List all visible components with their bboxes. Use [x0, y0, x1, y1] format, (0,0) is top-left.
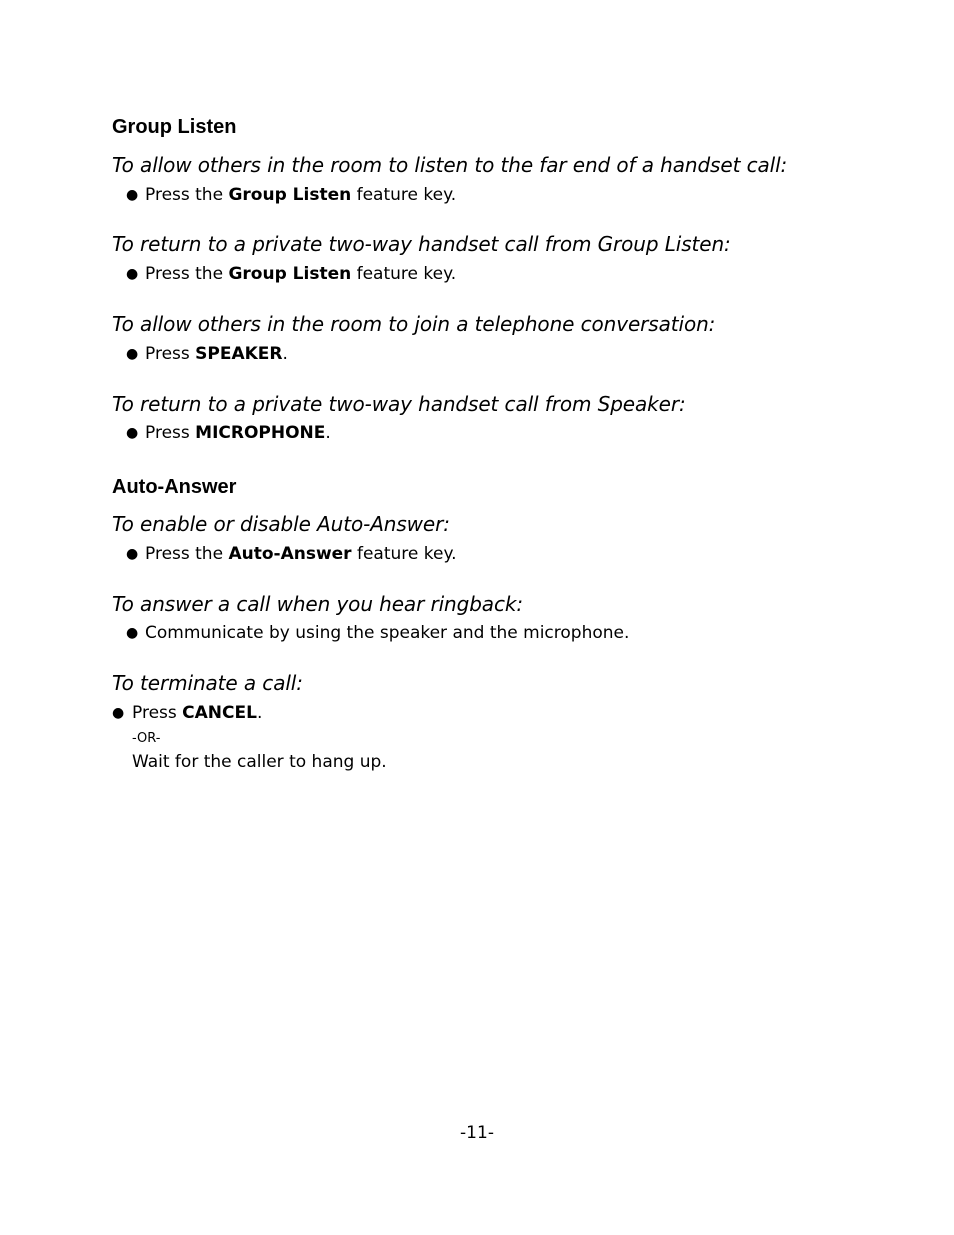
step-text-post: . — [282, 344, 288, 364]
key-name: MICROPHONE — [195, 423, 326, 443]
key-name: CANCEL — [182, 703, 257, 723]
step-text-pre: Press — [132, 703, 183, 723]
list-item — [126, 264, 456, 284]
alternative-step: Wait for the caller to hang up. — [132, 752, 387, 772]
list-item — [126, 423, 331, 443]
bullet-icon: ● — [126, 625, 139, 641]
instruction-intro: To answer a call when you hear ringback: — [112, 592, 523, 616]
list-item — [126, 185, 456, 205]
instruction-intro: To allow others in the room to join a telephone conversation: — [112, 312, 716, 336]
list-item — [126, 344, 288, 364]
instruction-intro: To return to a private two-way handset call from Group Listen: — [112, 232, 731, 256]
step-text-pre: Press the — [145, 185, 229, 205]
bullet-icon: ● — [126, 266, 139, 282]
step-text-pre: Press — [145, 423, 196, 443]
step-text-pre: Press the — [145, 264, 229, 284]
list-item — [126, 623, 629, 643]
bullet-icon: ● — [126, 546, 139, 562]
section-heading-auto-answer: Auto-Answer — [112, 476, 237, 498]
step-text-post: feature key. — [351, 544, 457, 564]
list-item — [126, 544, 457, 564]
bullet-icon: ● — [112, 705, 125, 721]
key-name: SPEAKER — [195, 344, 283, 364]
step-text-pre: Press — [145, 344, 196, 364]
section-heading-group-listen: Group Listen — [112, 116, 237, 138]
step-text-post: . — [256, 703, 263, 723]
step-text-pre: Communicate by using the speaker and the microphone. — [145, 623, 630, 643]
step-text-pre: Press the — [145, 544, 229, 564]
bullet-icon: ● — [126, 425, 139, 441]
bullet-icon: ● — [126, 346, 139, 362]
list-item — [112, 703, 262, 723]
instruction-intro: To return to a private two-way handset call from Speaker: — [112, 392, 686, 416]
key-name: Auto-Answer — [228, 544, 352, 564]
instruction-intro: To allow others in the room to listen to the far end of a handset call: — [112, 153, 788, 177]
instruction-intro: To terminate a call: — [112, 671, 303, 695]
bullet-icon: ● — [126, 187, 139, 203]
or-separator: -OR- — [132, 731, 161, 746]
key-name: Group Listen — [228, 185, 352, 205]
key-name: Group Listen — [228, 264, 352, 284]
page-number: -11- — [460, 1123, 494, 1143]
step-text-post: feature key. — [351, 185, 457, 205]
instruction-intro: To enable or disable Auto-Answer: — [112, 512, 450, 536]
step-text-post: feature key. — [351, 264, 457, 284]
step-text-post: . — [325, 423, 331, 443]
